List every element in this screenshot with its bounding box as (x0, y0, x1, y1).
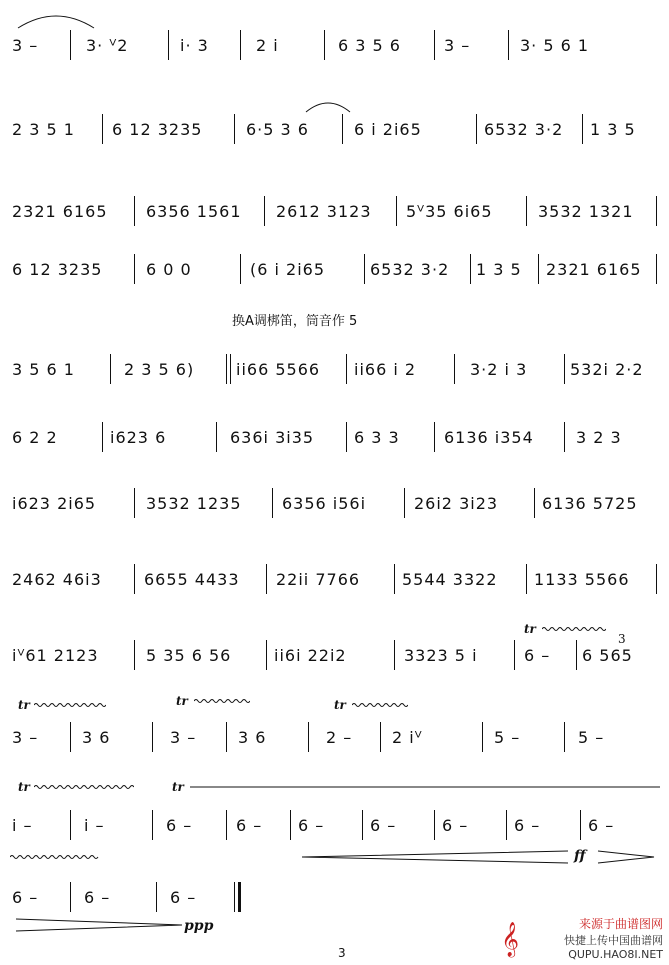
measure: 6 3 5 6 (338, 35, 401, 55)
measure: 3 2 3 (576, 427, 622, 447)
barline (396, 196, 397, 226)
trill-mark: tr (176, 694, 188, 708)
barline (290, 810, 291, 840)
barline (454, 354, 455, 384)
barline (272, 488, 273, 518)
trill-mark: tr (18, 698, 30, 712)
staff-row-1 (8, 28, 660, 68)
barline (526, 564, 527, 594)
barline (216, 422, 217, 452)
measure: 2462 46i3 (12, 569, 102, 589)
measure: 6532 3·2 (370, 259, 450, 279)
measure: 6 – (370, 815, 397, 835)
instrument-caption: 换A调梆笛，筒音作 5 (232, 314, 358, 329)
barline (234, 882, 235, 912)
barline (362, 810, 363, 840)
barline (134, 254, 135, 284)
measure: 6 – (170, 887, 197, 907)
barline (308, 722, 309, 752)
measure: 1133 5566 (534, 569, 630, 589)
barline (364, 254, 365, 284)
barline (134, 564, 135, 594)
barline (508, 30, 509, 60)
watermark-line-3: QUPU.HAO8I.NET (568, 948, 663, 961)
measure: 3 5 6 1 (12, 359, 75, 379)
measure: 6136 i354 (444, 427, 534, 447)
measure: 6 3 3 (354, 427, 400, 447)
measure: 6 – (298, 815, 325, 835)
trill-wave (542, 626, 606, 631)
measure: 2321 6165 (12, 201, 108, 221)
barline (70, 30, 71, 60)
measure: 6 – (514, 815, 541, 835)
measure: 6 – (588, 815, 615, 835)
measure: 6 – (84, 887, 111, 907)
measure: 636i 3i35 (230, 427, 315, 447)
measure: 5 35 6 56 (146, 645, 232, 665)
barline (342, 114, 343, 144)
measure: 3· ⱽ2 (86, 35, 129, 55)
decrescendo-hairpin (596, 850, 656, 864)
measure: 6356 1561 (146, 201, 242, 221)
staff-row-2 (8, 112, 660, 152)
barline (564, 722, 565, 752)
barline (134, 488, 135, 518)
barline (346, 422, 347, 452)
barline (234, 114, 235, 144)
measure: 3 6 (238, 727, 267, 747)
barline (102, 422, 103, 452)
measure: 2 3 5 6) (124, 359, 195, 379)
trill-wave (352, 702, 408, 707)
measure: ii66 i 2 (354, 359, 417, 379)
measure: 1 3 5 (590, 119, 636, 139)
barline (656, 564, 657, 594)
treble-clef-icon: 𝄞 (501, 922, 519, 957)
barline (156, 882, 157, 912)
measure: 6·5 3 6 (246, 119, 309, 139)
staff-row-5 (8, 352, 660, 392)
measure: i – (84, 815, 105, 835)
slur (304, 98, 352, 114)
measure: 3532 1321 (538, 201, 634, 221)
measure: ii66 5566 (236, 359, 321, 379)
measure: i623 2i65 (12, 493, 97, 513)
barline (168, 30, 169, 60)
staff-row-10 (8, 694, 660, 760)
barline (380, 722, 381, 752)
barline (434, 810, 435, 840)
measure: 6 2 2 (12, 427, 58, 447)
measure: 1 3 5 (476, 259, 522, 279)
barline (230, 354, 231, 384)
barline (70, 882, 71, 912)
measure: 6 – (524, 645, 551, 665)
staff-row-8 (8, 562, 660, 602)
measure: 3 – (444, 35, 471, 55)
barline (102, 114, 103, 144)
dynamic-ff: ff (574, 848, 586, 864)
barline (346, 354, 347, 384)
measure: i623 6 (110, 427, 167, 447)
staff-row-6 (8, 420, 660, 460)
measure: 2 i (256, 35, 279, 55)
diminuendo-hairpin (14, 918, 184, 932)
barline (404, 488, 405, 518)
trill-wave (34, 784, 134, 789)
barline (564, 422, 565, 452)
measure: 6532 3·2 (484, 119, 564, 139)
measure: 3 – (170, 727, 197, 747)
barline (134, 196, 135, 226)
staff-row-11 (8, 780, 660, 848)
barline (324, 30, 325, 60)
measure: 6136 5725 (542, 493, 638, 513)
barline (394, 640, 395, 670)
measure: 3 – (12, 35, 39, 55)
barline (240, 30, 241, 60)
barline (152, 722, 153, 752)
barline (476, 114, 477, 144)
barline (152, 810, 153, 840)
measure: 2321 6165 (546, 259, 642, 279)
barline (240, 254, 241, 284)
measure: 5ⱽ35 6i65 (406, 201, 493, 221)
measure: 3·2 i 3 (470, 359, 528, 379)
measure: 2 – (326, 727, 353, 747)
barline (576, 640, 577, 670)
measure: 6 12 3235 (112, 119, 203, 139)
barline (526, 196, 527, 226)
measure: 5 – (578, 727, 605, 747)
measure: 3 6 (82, 727, 111, 747)
trill-wave (190, 784, 660, 789)
barline (470, 254, 471, 284)
measure: 6 – (166, 815, 193, 835)
measure: 2 3 5 1 (12, 119, 75, 139)
measure: 2 iⱽ (392, 727, 423, 747)
barline (656, 254, 657, 284)
barline (266, 564, 267, 594)
measure: 5 – (494, 727, 521, 747)
measure: 6 565 (582, 645, 633, 665)
barline (656, 196, 657, 226)
trill-wave (194, 698, 250, 703)
barline (134, 640, 135, 670)
measure: 2612 3123 (276, 201, 372, 221)
page-number: 3 (338, 946, 346, 960)
measure: 6 – (12, 887, 39, 907)
crescendo-hairpin (300, 850, 570, 864)
staff-row-4 (8, 252, 660, 292)
staff-row-12 (8, 880, 660, 920)
measure: 3· 5 6 1 (520, 35, 590, 55)
watermark-line-1: 来源于曲谱图网 (578, 917, 663, 931)
barline (564, 354, 565, 384)
staff-row-7 (8, 486, 660, 526)
barline (70, 722, 71, 752)
measure: i – (12, 815, 33, 835)
measure: 532i 2·2 (570, 359, 644, 379)
staff-row-9 (8, 622, 660, 678)
measure: 6 12 3235 (12, 259, 103, 279)
watermark-line-2: 快捷上传中国曲谱网 (564, 934, 663, 947)
barline (506, 810, 507, 840)
barline (580, 810, 581, 840)
barline (226, 810, 227, 840)
measure: 6 – (236, 815, 263, 835)
measure: 22ii 7766 (276, 569, 361, 589)
measure: 3323 5 i (404, 645, 478, 665)
measure: 3532 1235 (146, 493, 242, 513)
barline (226, 354, 227, 384)
measure: ii6i 22i2 (274, 645, 347, 665)
barline (514, 640, 515, 670)
measure: 6 i 2i65 (354, 119, 422, 139)
watermark (564, 915, 663, 961)
trill-mark: tr (172, 780, 184, 794)
barline (582, 114, 583, 144)
measure: iⱽ61 2123 (12, 645, 99, 665)
trill-wave (10, 854, 102, 859)
barline (434, 30, 435, 60)
barline (434, 422, 435, 452)
trill-mark: tr (334, 698, 346, 712)
measure: 6 0 0 (146, 259, 192, 279)
dynamic-ppp: ppp (184, 918, 214, 934)
barline (394, 564, 395, 594)
staff-row-3 (8, 194, 660, 234)
barline (534, 488, 535, 518)
barline (264, 196, 265, 226)
triplet-mark: 3 (618, 632, 626, 646)
measure: i· 3 (180, 35, 209, 55)
measure: 6655 4433 (144, 569, 240, 589)
trill-wave (34, 702, 106, 707)
trill-mark: tr (18, 780, 30, 794)
barline (70, 810, 71, 840)
barline (538, 254, 539, 284)
barline (482, 722, 483, 752)
measure: 6356 i56i (282, 493, 367, 513)
trill-mark: tr (524, 622, 536, 636)
measure: 6 – (442, 815, 469, 835)
measure: 5544 3322 (402, 569, 498, 589)
barline (110, 354, 111, 384)
slur (16, 10, 96, 30)
barline (226, 722, 227, 752)
measure: (6 i 2i65 (250, 259, 326, 279)
barline (266, 640, 267, 670)
final-barline (238, 882, 241, 912)
measure: 3 – (12, 727, 39, 747)
measure: 26i2 3i23 (414, 493, 499, 513)
